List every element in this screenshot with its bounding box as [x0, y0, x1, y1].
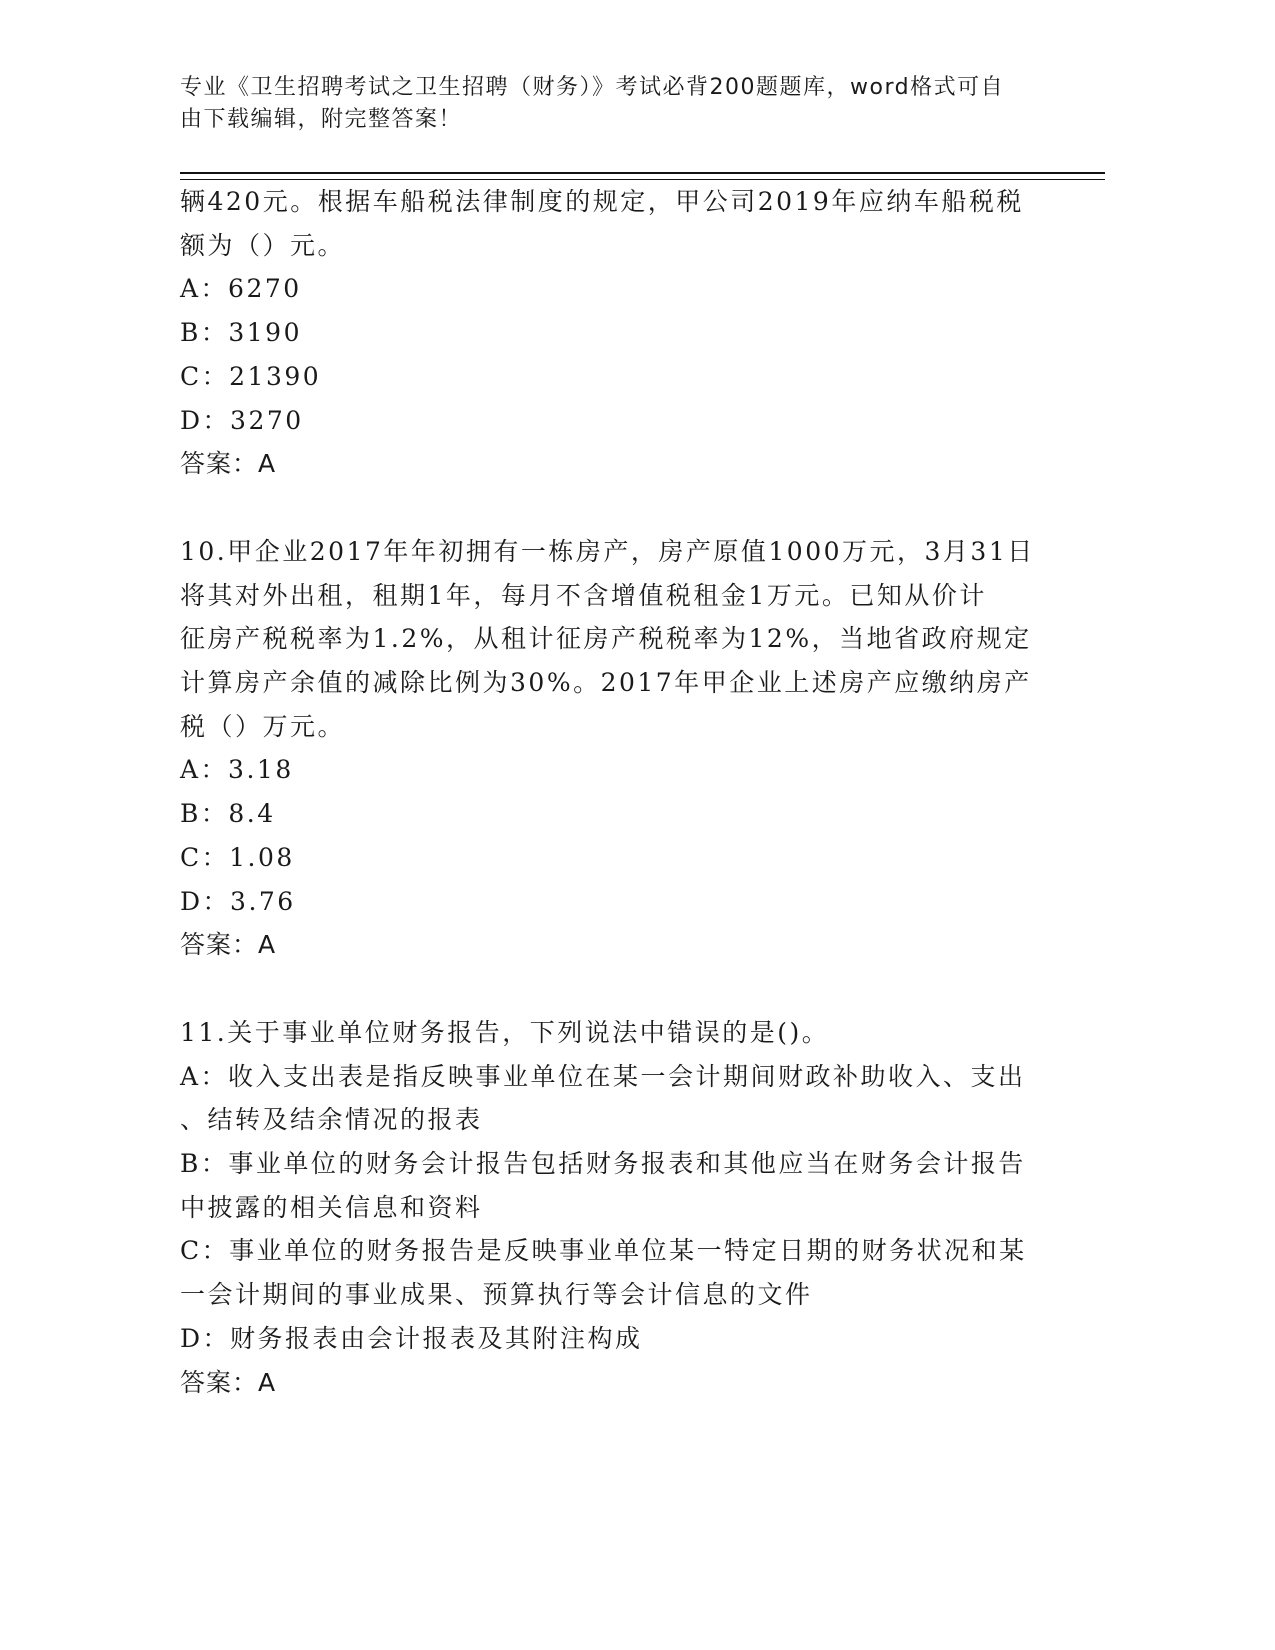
option-c-continued: 一会计期间的事业成果、预算执行等会计信息的文件: [180, 1280, 813, 1310]
continued-question: [180, 180, 1040, 486]
header-line-2: 由下载编辑，附完整答案！: [180, 107, 463, 132]
option-c: C：事业单位的财务报告是反映事业单位某一特定日期的财务状况和某: [180, 1236, 1027, 1266]
question-text-line: 10.甲企业2017年年初拥有一栋房产，房产原值1000万元，3月31日: [180, 536, 1035, 566]
answer-line: 答案：A: [180, 449, 277, 479]
question-10: [180, 530, 1040, 967]
option-a: A：3.18: [180, 755, 294, 785]
document-header: [180, 72, 1040, 136]
option-b: B：8.4: [180, 799, 276, 829]
option-d: D：3.76: [180, 886, 296, 916]
answer-line: 答案：A: [180, 1367, 277, 1397]
answer-line: 答案：A: [180, 930, 277, 960]
option-b: B：3190: [180, 318, 302, 348]
question-11: [180, 1011, 1040, 1404]
option-d: D：财务报表由会计报表及其附注构成: [180, 1323, 643, 1353]
option-a: A：6270: [180, 274, 302, 304]
option-b: B：事业单位的财务会计报告包括财务报表和其他应当在财务会计报告: [180, 1149, 1026, 1179]
question-text-line: 额为（）元。: [180, 230, 346, 260]
question-text-line: 11.关于事业单位财务报告，下列说法中错误的是()。: [180, 1017, 830, 1047]
question-content: [180, 180, 1040, 1404]
header-line-1: 专业《卫生招聘考试之卫生招聘（财务）》考试必背200题题库，word格式可自: [180, 75, 1005, 100]
question-text-line: 计算房产余值的减除比例为30%。2017年甲企业上述房产应缴纳房产: [180, 668, 1032, 698]
option-a-continued: 、结转及结余情况的报表: [180, 1105, 483, 1135]
option-c: C：1.08: [180, 842, 295, 872]
option-c: C：21390: [180, 361, 322, 391]
question-text-line: 将其对外出租，租期1年，每月不含增值税租金1万元。已知从价计: [180, 580, 987, 610]
header-divider-thick: [180, 172, 1105, 174]
question-text-line: 辆420元。根据车船税法律制度的规定，甲公司2019年应纳车船税税: [180, 187, 1024, 216]
option-b-continued: 中披露的相关信息和资料: [180, 1192, 483, 1222]
question-text-line: 征房产税税率为1.2%，从租计征房产税税率为12%，当地省政府规定: [180, 624, 1032, 654]
question-text-line: 税（）万元。: [180, 711, 346, 741]
option-a: A：收入支出表是指反映事业单位在某一会计期间财政补助收入、支出: [180, 1061, 1026, 1091]
option-d: D：3270: [180, 405, 304, 435]
